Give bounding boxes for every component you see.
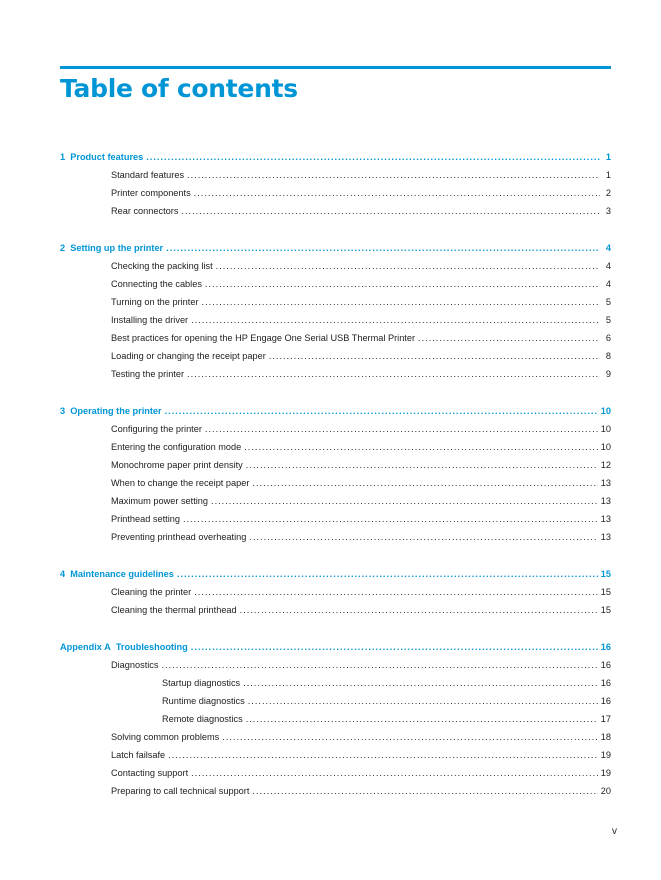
toc-page-number: 13: [600, 532, 611, 542]
header-rule: [60, 66, 611, 69]
dot-leader: [252, 474, 597, 492]
toc-entry[interactable]: [60, 420, 611, 438]
toc-entry-title: Latch failsafe: [111, 750, 166, 760]
dot-leader: [177, 565, 598, 583]
dot-leader: [240, 601, 598, 619]
toc-entry-label: [60, 402, 162, 420]
toc-page-number: 9: [605, 369, 611, 379]
dot-leader: [248, 692, 598, 710]
toc-entry-label: [111, 492, 208, 510]
toc-page-number: 10: [600, 406, 611, 416]
toc-page-number: 13: [600, 514, 611, 524]
toc-entry-label: [111, 420, 202, 438]
toc-entry[interactable]: [60, 601, 611, 619]
toc-entry[interactable]: [60, 311, 611, 329]
page-title: Table of contents: [60, 74, 298, 103]
dot-leader: [165, 402, 598, 420]
dot-leader: [418, 329, 600, 347]
dot-leader: [216, 257, 600, 275]
toc-entry-label: [60, 239, 163, 257]
toc-entry-title: Printhead setting: [111, 514, 180, 524]
dot-leader: [191, 638, 598, 656]
toc-entry-label: [111, 347, 266, 365]
toc-entry[interactable]: [60, 674, 611, 692]
toc-page-number: 16: [600, 678, 611, 688]
toc-entry[interactable]: [60, 656, 611, 674]
table-of-contents: [60, 148, 611, 800]
toc-chapter-entry[interactable]: [60, 402, 611, 420]
toc-entry-label: [111, 746, 165, 764]
toc-page-number: 2: [605, 188, 611, 198]
toc-page-number: 13: [600, 478, 611, 488]
dot-leader: [183, 510, 598, 528]
dot-leader: [252, 782, 597, 800]
dot-leader: [205, 275, 600, 293]
toc-entry-label: [162, 674, 240, 692]
toc-entry-label: [111, 764, 188, 782]
toc-entry-title: When to change the receipt paper: [111, 478, 250, 488]
dot-leader: [246, 710, 598, 728]
toc-entry-label: [111, 365, 184, 383]
toc-entry-title: Startup diagnostics: [162, 678, 241, 688]
toc-entry[interactable]: [60, 583, 611, 601]
toc-page-number: 19: [600, 750, 611, 760]
toc-entry[interactable]: [60, 329, 611, 347]
toc-entry-label: [60, 565, 174, 583]
toc-entry-label: [111, 728, 219, 746]
toc-chapter-entry[interactable]: [60, 239, 611, 257]
toc-entry-title: Setting up the printer: [70, 243, 164, 253]
dot-leader: [168, 746, 598, 764]
toc-entry-label: [162, 710, 243, 728]
toc-page-number: 16: [600, 696, 611, 706]
toc-entry-title: Diagnostics: [111, 660, 159, 670]
toc-page-number: 20: [600, 786, 611, 796]
toc-entry-title: Solving common problems: [111, 732, 220, 742]
dot-leader: [222, 728, 598, 746]
toc-page-number: 8: [605, 351, 611, 361]
toc-entry-title: Loading or changing the receipt paper: [111, 351, 266, 361]
toc-page-number: 16: [600, 660, 611, 670]
toc-entry-title: Troubleshooting: [115, 642, 188, 652]
toc-entry[interactable]: [60, 528, 611, 546]
toc-page-number: 4: [605, 243, 611, 253]
toc-entry-label: [111, 293, 199, 311]
dot-leader: [269, 347, 600, 365]
toc-entry-label: [111, 438, 241, 456]
toc-chapter-number: 3: [60, 406, 66, 416]
dot-leader: [194, 583, 598, 601]
toc-page-number: 6: [605, 333, 611, 343]
toc-entry[interactable]: [60, 492, 611, 510]
toc-entry-label: [111, 329, 415, 347]
toc-entry-title: Cleaning the printer: [111, 587, 192, 597]
dot-leader: [191, 764, 598, 782]
dot-leader: [181, 202, 600, 220]
toc-page-number: 10: [600, 442, 611, 452]
toc-page-number: 15: [600, 569, 611, 579]
toc-entry[interactable]: [60, 202, 611, 220]
toc-entry-label: [111, 257, 213, 275]
toc-page-number: 5: [605, 315, 611, 325]
toc-entry[interactable]: [60, 746, 611, 764]
toc-entry[interactable]: [60, 692, 611, 710]
dot-leader: [202, 293, 600, 311]
toc-entry-label: [111, 656, 159, 674]
toc-chapter-entry[interactable]: [60, 638, 611, 656]
toc-entry-label: [111, 474, 249, 492]
toc-chapter-entry[interactable]: [60, 565, 611, 583]
toc-entry-title: Configuring the printer: [111, 424, 202, 434]
toc-chapter-entry[interactable]: [60, 148, 611, 166]
toc-entry[interactable]: [60, 764, 611, 782]
dot-leader: [187, 166, 600, 184]
toc-entry[interactable]: [60, 293, 611, 311]
toc-entry[interactable]: [60, 510, 611, 528]
toc-entry-title: Preventing printhead overheating: [111, 532, 247, 542]
toc-page-number: 5: [605, 297, 611, 307]
toc-entry-label: [111, 528, 246, 546]
toc-entry-title: Connecting the cables: [111, 279, 202, 289]
toc-entry-title: Entering the configuration mode: [111, 442, 242, 452]
toc-entry-label: [162, 692, 245, 710]
toc-entry[interactable]: [60, 438, 611, 456]
toc-entry-title: Maximum power setting: [111, 496, 209, 506]
toc-entry[interactable]: [60, 347, 611, 365]
toc-entry-label: [111, 275, 202, 293]
toc-page-number: 16: [600, 642, 611, 652]
toc-entry-label: [111, 601, 237, 619]
toc-page-number: 3: [605, 206, 611, 216]
dot-leader: [249, 528, 597, 546]
toc-entry-title: Preparing to call technical support: [111, 786, 250, 796]
toc-entry-label: [111, 782, 249, 800]
toc-entry-label: [111, 202, 178, 220]
toc-chapter-number: 4: [60, 569, 66, 579]
toc-entry-title: Installing the driver: [111, 315, 189, 325]
toc-entry[interactable]: [60, 474, 611, 492]
toc-page-number: 4: [605, 261, 611, 271]
toc-entry-title: Best practices for opening the HP Engage One Serial USB Thermal Printer: [111, 333, 416, 343]
dot-leader: [162, 656, 598, 674]
toc-entry-label: [60, 148, 143, 166]
toc-entry-title: Testing the printer: [111, 369, 185, 379]
toc-chapter-number: 1: [60, 152, 66, 162]
toc-entry-title: Cleaning the thermal printhead: [111, 605, 237, 615]
dot-leader: [211, 492, 598, 510]
toc-entry[interactable]: [60, 166, 611, 184]
toc-chapter-number: Appendix A: [60, 642, 111, 652]
toc-entry[interactable]: [60, 728, 611, 746]
toc-entry[interactable]: [60, 710, 611, 728]
toc-entry-title: Maintenance guidelines: [70, 569, 174, 579]
toc-page-number: 4: [605, 279, 611, 289]
toc-entry-title: Runtime diagnostics: [162, 696, 245, 706]
toc-page-number: 1: [605, 170, 611, 180]
toc-entry-label: [111, 510, 180, 528]
toc-entry-label: [111, 456, 243, 474]
toc-entry-label: [111, 583, 191, 601]
toc-entry-title: Printer components: [111, 188, 191, 198]
toc-page-number: 18: [600, 732, 611, 742]
toc-entry-title: Monochrome paper print density: [111, 460, 243, 470]
toc-page-number: 17: [600, 714, 611, 724]
toc-entry[interactable]: [60, 257, 611, 275]
dot-leader: [246, 456, 598, 474]
toc-entry-label: [60, 638, 188, 656]
dot-leader: [146, 148, 600, 166]
toc-page-number: 13: [600, 496, 611, 506]
dot-leader: [187, 365, 600, 383]
toc-page-number: 15: [600, 605, 611, 615]
toc-page-number: 12: [600, 460, 611, 470]
dot-leader: [243, 674, 598, 692]
toc-entry-title: Turning on the printer: [111, 297, 199, 307]
toc-entry[interactable]: [60, 184, 611, 202]
page-number: v: [612, 826, 617, 837]
dot-leader: [194, 184, 600, 202]
toc-page-number: 15: [600, 587, 611, 597]
toc-entry[interactable]: [60, 365, 611, 383]
toc-entry-label: [111, 166, 184, 184]
toc-entry-title: Checking the packing list: [111, 261, 213, 271]
toc-page-number: 19: [600, 768, 611, 778]
toc-chapter-number: 2: [60, 243, 66, 253]
toc-entry-title: Contacting support: [111, 768, 189, 778]
dot-leader: [205, 420, 598, 438]
toc-entry-title: Product features: [70, 152, 144, 162]
toc-entry-label: [111, 184, 191, 202]
toc-entry-title: Operating the printer: [70, 406, 162, 416]
toc-entry[interactable]: [60, 456, 611, 474]
toc-entry[interactable]: [60, 782, 611, 800]
toc-entry-title: Remote diagnostics: [162, 714, 243, 724]
toc-entry-title: Rear connectors: [111, 206, 179, 216]
toc-entry-title: Standard features: [111, 170, 185, 180]
dot-leader: [166, 239, 600, 257]
toc-page-number: 1: [605, 152, 611, 162]
dot-leader: [191, 311, 600, 329]
toc-page-number: 10: [600, 424, 611, 434]
toc-entry-label: [111, 311, 188, 329]
toc-entry[interactable]: [60, 275, 611, 293]
dot-leader: [244, 438, 598, 456]
